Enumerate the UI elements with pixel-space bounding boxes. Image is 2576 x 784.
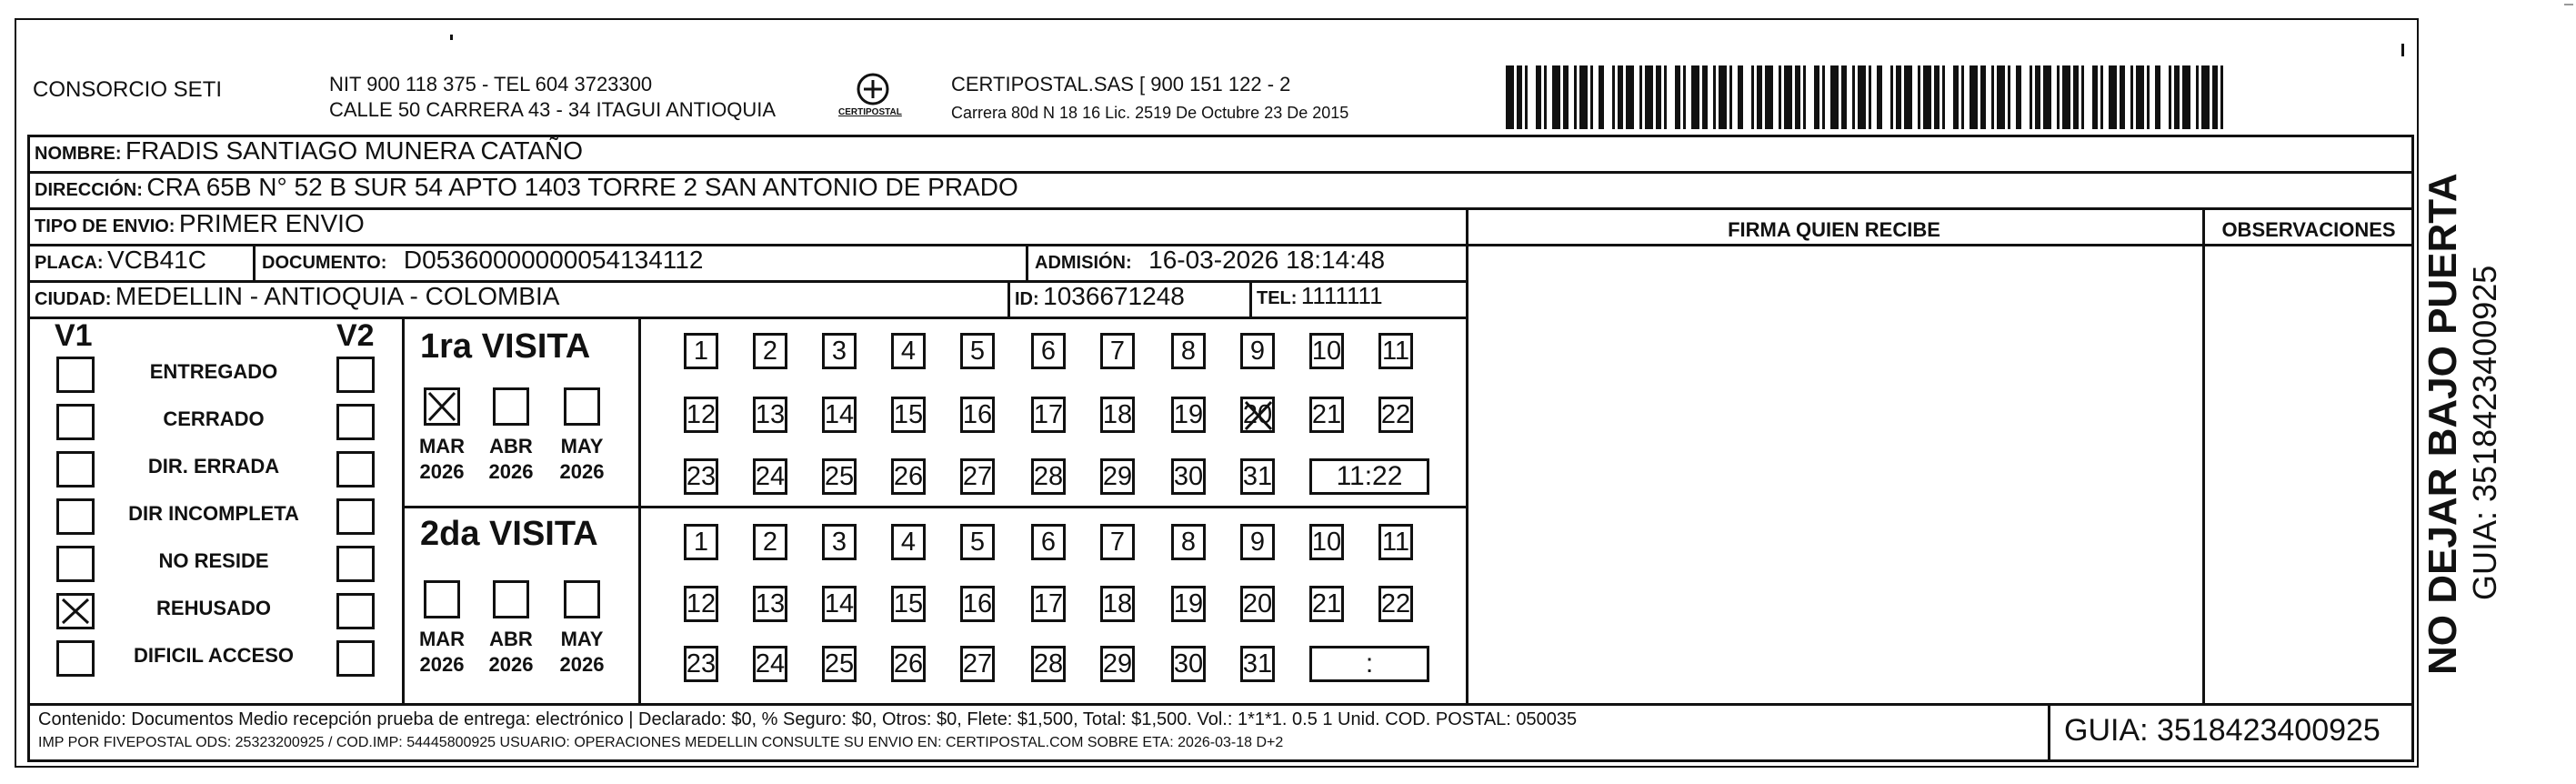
status-label: DIR. ERRADA	[147, 455, 280, 477]
row-line	[27, 207, 2414, 210]
v1-checkbox[interactable]	[56, 593, 95, 629]
day-box[interactable]: 12	[684, 586, 718, 622]
day-box[interactable]: 1	[684, 333, 718, 369]
v2-checkbox[interactable]	[336, 451, 375, 487]
day-box[interactable]: 17	[1031, 586, 1066, 622]
barcode-bar	[1942, 65, 1945, 129]
month-year: 2026	[488, 653, 534, 676]
barcode-bar	[2030, 65, 2032, 129]
guia-box-divider	[2048, 703, 2050, 762]
admision-value: 16-03-2026 18:14:48	[1148, 246, 1386, 274]
barcode-bar	[1869, 65, 1871, 129]
v2-checkbox[interactable]	[336, 593, 375, 629]
month-year: 2026	[559, 460, 605, 483]
barcode-bar	[1991, 65, 1994, 129]
barcode-bar	[1618, 65, 1623, 129]
day-box[interactable]: 2	[753, 333, 787, 369]
v1-checkbox[interactable]	[56, 404, 95, 440]
day-box[interactable]: 25	[822, 458, 857, 495]
month-year: 2026	[419, 460, 465, 483]
barcode-bar	[1896, 65, 1901, 129]
day-box[interactable]: 27	[960, 646, 995, 682]
barcode-bar	[2120, 65, 2125, 129]
barcode-bar	[1599, 65, 1604, 129]
barcode-bar	[1904, 65, 1912, 129]
id-label: ID:	[1015, 289, 1039, 309]
barcode-bar	[2169, 65, 2171, 129]
day-box[interactable]: 30	[1171, 458, 1206, 495]
month-label: MAR	[418, 628, 466, 650]
status-divider	[402, 317, 405, 703]
day-box[interactable]: 13	[753, 586, 787, 622]
month-year: 2026	[419, 653, 465, 676]
placa-label: PLACA:	[35, 253, 104, 273]
month-label: MAR	[418, 435, 466, 457]
barcode	[1506, 65, 2224, 129]
barcode-bar	[1536, 65, 1541, 129]
day-box[interactable]: 30	[1171, 646, 1206, 682]
day-box[interactable]: 18	[1100, 586, 1135, 622]
barcode-bar	[1953, 65, 1959, 129]
day-box[interactable]: 10	[1309, 333, 1344, 369]
month-label: ABR	[489, 435, 533, 457]
day-box[interactable]: 10	[1309, 524, 1344, 560]
day-box[interactable]: 6	[1031, 524, 1066, 560]
day-box[interactable]: 23	[684, 458, 718, 495]
barcode-bar	[1544, 65, 1547, 129]
day-box[interactable]: 4	[891, 524, 926, 560]
barcode-bar	[1841, 65, 1847, 129]
barcode-bar	[1729, 65, 1732, 129]
barcode-bar	[1517, 65, 1522, 129]
day-box[interactable]: 23	[684, 646, 718, 682]
barcode-bar	[1713, 65, 1716, 129]
day-box[interactable]: 3	[822, 333, 857, 369]
barcode-bar	[1691, 65, 1699, 129]
day-box[interactable]: 7	[1100, 333, 1135, 369]
day-box[interactable]: 8	[1171, 524, 1206, 560]
nombre-label: NOMBRE:	[35, 144, 122, 164]
barcode-bar	[1858, 65, 1866, 129]
day-box[interactable]: 26	[891, 646, 926, 682]
barcode-bar	[2182, 65, 2190, 129]
tel-label: TEL:	[1257, 288, 1298, 308]
company-nit: NIT 900 118 375 - TEL 604 3723300	[329, 73, 653, 95]
visit1-title: 1ra VISITA	[420, 327, 591, 366]
status-label: REHUSADO	[156, 597, 271, 619]
day-box[interactable]: 5	[960, 524, 995, 560]
tel-divider	[1249, 280, 1252, 317]
day-box[interactable]: 22	[1378, 586, 1413, 622]
admision-label: ADMISIÓN:	[1035, 253, 1132, 273]
barcode-bar	[1563, 65, 1569, 129]
day-box[interactable]: 31	[1240, 646, 1275, 682]
day-box[interactable]: 31	[1240, 458, 1275, 495]
documento-value: D05360000000054134112	[403, 246, 704, 274]
day-box[interactable]: 20	[1240, 586, 1275, 622]
barcode-bar	[1795, 65, 1800, 129]
ciudad-value: MEDELLIN - ANTIOQUIA - COLOMBIA	[115, 282, 560, 310]
company-name: CONSORCIO SETI	[33, 77, 223, 102]
day-box[interactable]: 2	[753, 524, 787, 560]
logo-text: CERTIPOSTAL	[838, 107, 902, 117]
guia-box: GUIA: 3518423400925	[2064, 713, 2381, 748]
barcode-bar	[1997, 65, 2005, 129]
tipo-value: PRIMER ENVIO	[178, 209, 365, 237]
day-box[interactable]: 19	[1171, 586, 1206, 622]
day-box[interactable]: 4	[891, 333, 926, 369]
barcode-bar	[2136, 65, 2144, 129]
barcode-bar	[1923, 65, 1931, 129]
ciudad-label: CIUDAD:	[35, 289, 112, 309]
visit-separator	[402, 506, 1466, 508]
day-box[interactable]: 9	[1240, 333, 1275, 369]
id-field	[1015, 282, 1185, 311]
barcode-bar	[1552, 65, 1560, 129]
day-box[interactable]: 21	[1309, 397, 1344, 433]
v1-checkbox[interactable]	[56, 498, 95, 535]
status-label: DIR INCOMPLETA	[128, 502, 299, 525]
tipo-row	[35, 209, 365, 238]
month-label: ABR	[489, 628, 533, 650]
month-year: 2026	[488, 460, 534, 483]
direccion-value: CRA 65B N° 52 B SUR 54 APTO 1403 TORRE 2 SAN ANTONIO DE PRADO	[146, 173, 1018, 201]
v2-checkbox[interactable]	[336, 640, 375, 677]
footer-bottom-line	[27, 759, 2414, 762]
barcode-bar	[1784, 65, 1792, 129]
barcode-bar	[1779, 65, 1781, 129]
day-box[interactable]: 17	[1031, 397, 1066, 433]
documento-label: DOCUMENTO:	[262, 253, 387, 273]
day-box[interactable]: 11	[1378, 333, 1413, 369]
barcode-bar	[1852, 65, 1855, 129]
barcode-bar	[2220, 65, 2223, 129]
barcode-bar	[1961, 65, 1964, 129]
id-value: 1036671248	[1043, 282, 1185, 310]
barcode-bar	[1890, 65, 1893, 129]
barcode-bar	[2109, 65, 2117, 129]
footer-top-line	[27, 703, 2414, 706]
firma-header-line	[1466, 244, 2414, 246]
barcode-bar	[2043, 65, 2051, 129]
day-box[interactable]: 28	[1031, 646, 1066, 682]
barcode-bar	[1675, 65, 1680, 129]
day-box[interactable]: 15	[891, 397, 926, 433]
corner-mark	[2401, 44, 2404, 56]
day-box[interactable]: 18	[1100, 397, 1135, 433]
admision-field	[1035, 246, 1385, 275]
status-label: NO RESIDE	[158, 549, 269, 572]
barcode-bar	[2201, 65, 2210, 129]
barcode-bar	[1645, 65, 1653, 129]
row-line	[27, 317, 1466, 319]
barcode-bar	[1814, 65, 1819, 129]
placa-divider	[253, 244, 256, 280]
certipostal-nit: CERTIPOSTAL.SAS [ 900 151 122 - 2	[951, 73, 1291, 95]
barcode-bar	[1918, 65, 1920, 129]
v1-checkbox[interactable]	[56, 357, 95, 393]
day-box[interactable]: 16	[960, 397, 995, 433]
scan-artifact	[2564, 4, 2573, 5]
barcode-bar	[1579, 65, 1588, 129]
footer-left-border	[27, 703, 30, 762]
month-checkbox[interactable]	[424, 580, 460, 618]
day-box[interactable]: 24	[753, 458, 787, 495]
footer-contenido: Contenido: Documentos Medio recepción prueba de entrega: electrónico | Declarado: $0, % Seguro: $0, Otros: $0, Flete: $1,500, Total: $1,500. Vol.: 1*1*1. 0.5 1 Unid. COD. POSTAL: 050035	[38, 709, 1578, 729]
month-label: MAY	[560, 435, 604, 457]
barcode-bar	[1757, 65, 1762, 129]
day-box[interactable]: 13	[753, 397, 787, 433]
day-box[interactable]: 6	[1031, 333, 1066, 369]
day-box[interactable]: 14	[822, 586, 857, 622]
firma-left-border	[1466, 207, 1468, 703]
side-guia: GUIA: 3518423400925	[2466, 265, 2503, 600]
barcode-bar	[1980, 65, 1986, 129]
visit2-title: 2da VISITA	[420, 515, 598, 553]
barcode-bar	[2073, 65, 2079, 129]
company-address: CALLE 50 CARRERA 43 - 34 ITAGUI ANTIOQUIA	[329, 98, 777, 121]
footer-imp: IMP POR FIVEPOSTAL ODS: 25323200925 / COD.IMP: 54445800925 USUARIO: OPERACIONES MEDELLIN CONSULTE SU ENVIO EN: CERTIPOSTAL.COM SOBRE ETA: 2026-03-18 D+2	[38, 735, 1284, 750]
certipostal-logo	[837, 71, 909, 126]
month-checkbox[interactable]	[493, 387, 529, 426]
barcode-bar	[2057, 65, 2060, 129]
barcode-bar	[1877, 65, 1882, 129]
barcode-bar	[1970, 65, 1978, 129]
day-box[interactable]: 8	[1171, 333, 1206, 369]
day-box[interactable]: 14	[822, 397, 857, 433]
barcode-bar	[2196, 65, 2199, 129]
placa-value: VCB41C	[107, 246, 206, 274]
barcode-bar	[1934, 65, 1940, 129]
firma-label: FIRMA QUIEN RECIBE	[1728, 218, 1940, 241]
visit-divider	[638, 317, 641, 703]
barcode-bar	[1822, 65, 1825, 129]
month-label: MAY	[560, 628, 604, 650]
barcode-bar	[1765, 65, 1773, 129]
day-box[interactable]: 26	[891, 458, 926, 495]
barcode-bar	[2008, 65, 2010, 129]
barcode-bar	[1738, 65, 1743, 129]
no-dejar-bajo-puerta: NO DEJAR BAJO PUERTA	[2421, 173, 2465, 675]
nombre-row	[35, 136, 583, 166]
tipo-label: TIPO DE ENVIO:	[35, 216, 175, 236]
barcode-bar	[2062, 65, 2070, 129]
status-label: CERRADO	[163, 407, 265, 430]
day-box[interactable]: 5	[960, 333, 995, 369]
day-box[interactable]: 7	[1100, 524, 1135, 560]
day-box[interactable]: 11	[1378, 524, 1413, 560]
v2-label: V2	[336, 318, 375, 353]
barcode-bar	[2174, 65, 2180, 129]
barcode-bar	[1626, 65, 1634, 129]
nombre-value: FRADIS SANTIAGO MUNERA CATAÑO	[125, 136, 584, 165]
day-box[interactable]: 28	[1031, 458, 1066, 495]
time-box[interactable]: 11:22	[1309, 458, 1429, 495]
id-divider	[1007, 280, 1010, 317]
day-box[interactable]: 19	[1171, 397, 1206, 433]
tel-value: 1111111	[1300, 282, 1383, 309]
day-box[interactable]: 20	[1240, 397, 1275, 433]
v1-checkbox[interactable]	[56, 546, 95, 582]
direccion-row	[35, 173, 1018, 202]
month-checkbox[interactable]	[564, 580, 600, 618]
v2-checkbox[interactable]	[336, 546, 375, 582]
day-box[interactable]: 27	[960, 458, 995, 495]
barcode-bar	[2081, 65, 2084, 129]
barcode-bar	[2100, 65, 2103, 129]
day-box[interactable]: 3	[822, 524, 857, 560]
barcode-bar	[1656, 65, 1661, 129]
v1-label: V1	[55, 318, 93, 353]
month-year: 2026	[559, 653, 605, 676]
barcode-bar	[2155, 65, 2160, 129]
barcode-bar	[1702, 65, 1708, 129]
top-mark	[450, 35, 453, 40]
day-box[interactable]: 29	[1100, 458, 1135, 495]
month-checkbox[interactable]	[564, 387, 600, 426]
certipostal-license: Carrera 80d N 18 16 Lic. 2519 De Octubre 23 De 2015	[951, 104, 1349, 122]
admision-divider	[1026, 244, 1028, 280]
day-box[interactable]: 25	[822, 646, 857, 682]
placa-field	[35, 246, 206, 275]
month-checkbox[interactable]	[493, 580, 529, 618]
day-box[interactable]: 24	[753, 646, 787, 682]
tel-field	[1257, 282, 1383, 310]
v2-checkbox[interactable]	[336, 498, 375, 535]
barcode-bar	[1719, 65, 1727, 129]
waybill-frame	[15, 18, 2419, 768]
barcode-bar	[1525, 65, 1528, 129]
barcode-bar	[1751, 65, 1754, 129]
barcode-bar	[2212, 65, 2218, 129]
barcode-bar	[1612, 65, 1615, 129]
day-mark	[1243, 399, 1274, 432]
day-box[interactable]: 22	[1378, 397, 1413, 433]
status-label: DIFICIL ACCESO	[133, 644, 294, 667]
day-box[interactable]: 29	[1100, 646, 1135, 682]
v1-checkbox[interactable]	[56, 451, 95, 487]
day-box[interactable]: 16	[960, 586, 995, 622]
barcode-bar	[1803, 65, 1806, 129]
barcode-bar	[2147, 65, 2150, 129]
v2-checkbox[interactable]	[336, 357, 375, 393]
ciudad-field	[35, 282, 559, 311]
documento-field	[262, 246, 703, 275]
day-box[interactable]: 21	[1309, 586, 1344, 622]
v1-checkbox[interactable]	[56, 640, 95, 677]
barcode-bar	[2016, 65, 2021, 129]
month-checkbox[interactable]	[424, 387, 460, 426]
observaciones-left-border	[2202, 207, 2205, 703]
time-box[interactable]: :	[1309, 646, 1429, 682]
barcode-bar	[1574, 65, 1577, 129]
direccion-label: DIRECCIÓN:	[35, 180, 143, 200]
barcode-bar	[1830, 65, 1839, 129]
barcode-bar	[1639, 65, 1642, 129]
barcode-bar	[1590, 65, 1593, 129]
barcode-bar	[2035, 65, 2040, 129]
day-box[interactable]: 1	[684, 524, 718, 560]
table-left-border	[27, 135, 30, 703]
barcode-bar	[2092, 65, 2098, 129]
day-box[interactable]: 15	[891, 586, 926, 622]
v2-checkbox[interactable]	[336, 404, 375, 440]
barcode-bar	[1683, 65, 1686, 129]
barcode-bar	[1664, 65, 1667, 129]
day-box[interactable]: 12	[684, 397, 718, 433]
day-box[interactable]: 9	[1240, 524, 1275, 560]
barcode-bar	[2130, 65, 2133, 129]
table-right-border	[2411, 135, 2414, 762]
barcode-bar	[1506, 65, 1514, 129]
observaciones-label: OBSERVACIONES	[2221, 218, 2396, 241]
status-label: ENTREGADO	[149, 360, 278, 383]
